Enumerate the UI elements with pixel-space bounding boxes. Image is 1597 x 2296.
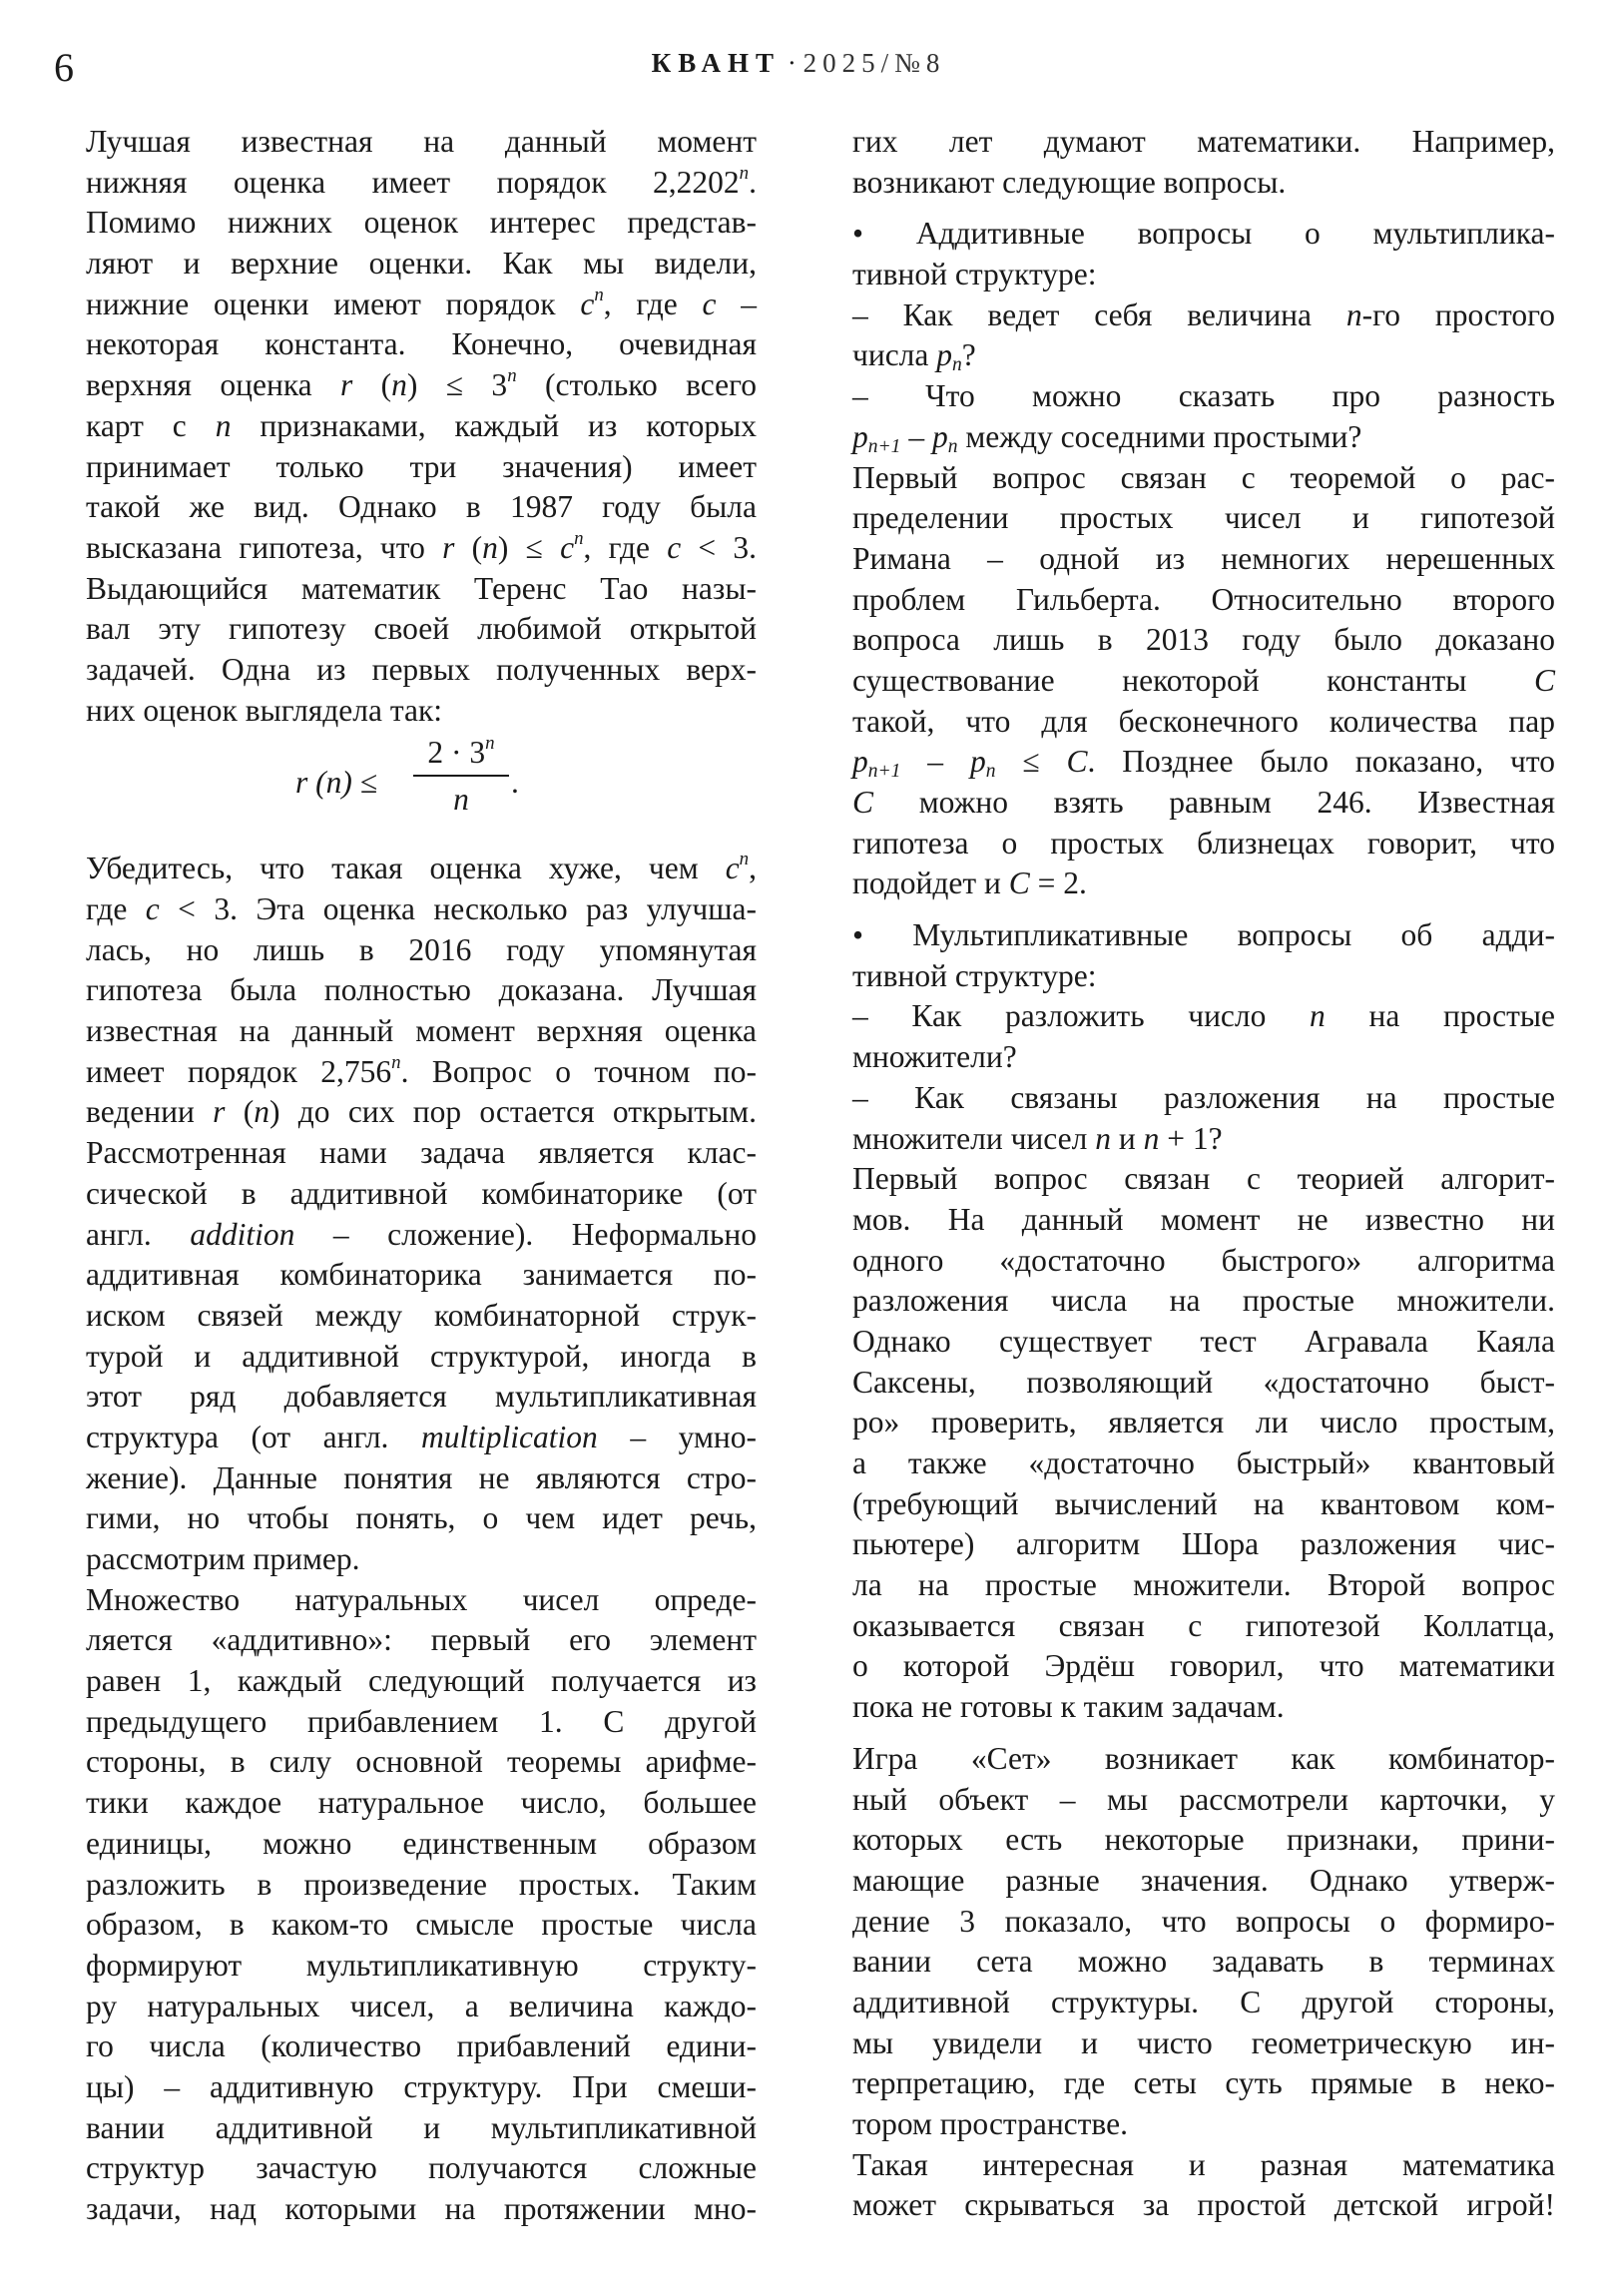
text-line: аддитивной структуры. С другой стороны,: [852, 1984, 1555, 2019]
text-line: Римана – одной из немногих нерешенных: [852, 540, 1555, 576]
text-line: единицы, можно единственным образом: [86, 1825, 757, 1861]
text-line: тивной структуре:: [852, 257, 1097, 292]
text-line: сической в аддитивной комбинаторике (от: [86, 1175, 757, 1211]
text-line: одного «достаточно быстрого» алгоритма: [852, 1242, 1555, 1278]
text-line: вопроса лишь в 2013 году было доказано: [852, 622, 1555, 658]
text-line: ла на простые множители. Второй вопрос: [852, 1567, 1555, 1603]
text-line: вании сета можно задавать в терминах: [852, 1944, 1555, 1980]
text-line: о которой Эрдёш говорил, что математики: [852, 1648, 1555, 1684]
text-line: (требующий вычислений на квантовом ком-: [852, 1485, 1555, 1521]
text-line: – Как связаны разложения на простые: [852, 1079, 1555, 1115]
text-line: турой и аддитивной структурой, иногда в: [86, 1338, 757, 1374]
issue-number: 2025/№8: [802, 48, 946, 78]
text-line: структура (от англ. multiplication – умно-: [86, 1419, 758, 1454]
text-line: рассмотрим пример.: [86, 1541, 360, 1576]
text-line: Однако существует тест Агравала Каяла: [852, 1323, 1555, 1359]
text-line: Первый вопрос связан с теорией алгорит-: [852, 1161, 1555, 1197]
text-line: структур зачастую получаются сложные: [86, 2150, 757, 2186]
text-line: C можно взять равным 246. Известная: [852, 785, 1555, 820]
text-line: цы) – аддитивную структуру. При смеши-: [86, 2068, 757, 2104]
formula-period: .: [511, 765, 519, 801]
text-line: высказана гипотеза, что r $(n) \le c^n$, где c < 3.: [86, 527, 758, 565]
text-line: дение 3 показало, что вопросы о формиро-: [852, 1903, 1555, 1939]
formula-denominator: [413, 777, 509, 823]
text-line: го числа (количество прибавлений едини-: [86, 2028, 757, 2064]
paragraph-gap: [852, 1728, 1555, 1739]
text-line: гих лет думают математики. Например,: [852, 124, 1555, 159]
text-line: принимает только три значения) имеет: [86, 448, 757, 484]
text-line: разложить в произведение простых. Таким: [86, 1866, 757, 1902]
text-line: этот ряд добавляется мультипликативная: [86, 1379, 757, 1415]
text-line: такой, что для бесконечного количества пар: [852, 703, 1555, 739]
text-line: нижняя оценка имеет порядок 2,2202$^n$.: [86, 162, 757, 200]
text-line: – Как ведет себя величина n-го простого: [852, 296, 1555, 332]
text-line: Первый вопрос связан с теоремой о рас-: [852, 459, 1555, 495]
text-line: аддитивная комбинаторика занимается по-: [86, 1257, 757, 1293]
paragraph-gap: [852, 203, 1555, 214]
text-line: – Как разложить число n на простые: [852, 998, 1555, 1034]
text-line: ляют и верхние оценки. Как мы видели,: [86, 246, 757, 282]
text-line: • Аддитивные вопросы о мультиплика-: [852, 216, 1555, 252]
text-line: мающие разные значения. Однако утверж-: [852, 1862, 1555, 1898]
magazine-title: КВАНТ: [651, 48, 782, 78]
text-line: имеет порядок 2,756$^n$. Вопрос о точном по-: [86, 1051, 757, 1089]
text-line: тором пространстве.: [852, 2106, 1128, 2141]
text-line: ный объект – мы рассмотрели карточки, у: [852, 1781, 1555, 1817]
text-line: возникают следующие вопросы.: [852, 164, 1287, 200]
text-line: задачи, над которыми на протяжении мно-: [86, 2191, 757, 2226]
text-line: • Мультипликативные вопросы об адди-: [852, 917, 1555, 953]
text-line: Множество натуральных чисел опреде-: [86, 1581, 757, 1617]
text-line: пока не готовы к таким задачам.: [852, 1689, 1285, 1725]
text-line: $p_{n+1} - p_n \le C$. Позднее было показано, что: [852, 744, 1555, 783]
text-line: карт с n признаками, каждый из которых: [86, 407, 758, 443]
text-line: ру натуральных чисел, а величина каждо-: [86, 1988, 757, 2023]
text-line: Такая интересная и разная математика: [852, 2146, 1555, 2182]
text-line: иском связей между комбинаторной струк-: [86, 1297, 757, 1333]
text-line: предыдущего прибавлением 1. С другой: [86, 1703, 757, 1739]
text-line: ро» проверить, является ли число простым,: [852, 1405, 1555, 1440]
text-line: верхняя оценка r $(n) \le 3^n$ (столько всего: [86, 364, 758, 403]
text-line: жение). Данные понятия не являются стро-: [86, 1459, 757, 1495]
text-line: множители?: [852, 1039, 1017, 1075]
text-line: нижние оценки имеют порядок $c^n$, где c –: [86, 284, 758, 321]
text-line: Помимо нижних оценок интерес представ-: [86, 205, 757, 241]
formula-denominator-value: n: [453, 782, 469, 818]
text-line: тивной структуре:: [852, 957, 1097, 993]
text-line: ведении r (n) до сих пор остается открытым.: [86, 1094, 757, 1130]
text-line: а также «достаточно быстрый» квантовый: [852, 1445, 1555, 1480]
text-line: Выдающийся математик Теренс Тао назы-: [86, 570, 757, 606]
text-line: англ. addition – сложение). Неформально: [86, 1216, 757, 1252]
text-line: них оценок выглядела так:: [86, 692, 443, 728]
text-line: вал эту гипотезу своей любимой открытой: [86, 611, 757, 647]
text-line: формируют мультипликативную структу-: [86, 1947, 757, 1983]
text-line: некоторая константа. Конечно, очевидная: [86, 326, 757, 362]
text-line: лась, но лишь в 2016 году упомянутая: [86, 931, 757, 967]
text-line: известная на данный момент верхняя оценка: [86, 1013, 757, 1049]
text-line: равен 1, каждый следующий получается из: [86, 1663, 757, 1699]
text-line: стороны, в силу основной теоремы арифме-: [86, 1744, 757, 1780]
text-line: существование некоторой константы C: [852, 662, 1555, 698]
text-line: – Что можно сказать про разность: [852, 378, 1555, 414]
text-line: Рассмотренная нами задача является клас-: [86, 1135, 757, 1171]
text-line: гипотеза о простых близнецах говорит, что: [852, 825, 1555, 861]
text-line: вании аддитивной и мультипликативной: [86, 2109, 757, 2145]
header-separator: ·: [787, 48, 797, 78]
formula-numerator-base: 2 · 3: [427, 735, 486, 771]
text-line: оказывается связан с гипотезой Коллатца,: [852, 1607, 1555, 1643]
text-line: мы увидели и чисто геометрическую ин-: [852, 2024, 1555, 2060]
text-line: Лучшая известная на данный момент: [86, 124, 757, 159]
text-line: такой же вид. Однако в 1987 году была: [86, 489, 757, 525]
text-line: $p_{n+1} - p_n$ между соседними простыми?: [852, 418, 1362, 457]
text-line: числа $p_n$?: [852, 337, 976, 376]
text-line: множители чисел n и n + 1?: [852, 1120, 1223, 1156]
page-number: 6: [54, 45, 74, 90]
paragraph-gap: [852, 904, 1555, 915]
text-line: задачей. Одна из первых полученных верх-: [86, 651, 757, 687]
formula-fraction: [413, 731, 509, 823]
text-line: подойдет и C = 2.: [852, 865, 1087, 901]
running-header: [0, 48, 1597, 79]
text-line: пределении простых чисел и гипотезой: [852, 500, 1555, 536]
formula-numerator: [413, 731, 509, 777]
text-line: Саксены, позволяющий «достаточно быст-: [852, 1364, 1555, 1400]
text-line: Игра «Сет» возникает как комбинатор-: [852, 1740, 1555, 1776]
text-line: которых есть некоторые признаки, прини-: [852, 1822, 1555, 1858]
text-line: гипотеза была полностью доказана. Лучшая: [86, 972, 757, 1008]
text-line: образом, в каком-то смысле простые числа: [86, 1907, 757, 1943]
formula-numerator-exponent: n: [485, 733, 495, 755]
text-line: гими, но чтобы понять, о чем идет речь,: [86, 1500, 757, 1536]
text-line: тики каждое натуральное число, большее: [86, 1785, 757, 1821]
text-line: ляется «аддитивно»: первый его элемент: [86, 1622, 757, 1658]
left-column: [86, 122, 757, 2230]
text-line: терпретацию, где сеты суть прямые в неко-: [852, 2065, 1555, 2101]
formula-lhs: r (n) ≤: [295, 765, 378, 801]
text-line: проблем Гильберта. Относительно второго: [852, 581, 1555, 617]
text-line: пьютере) алгоритм Шора разложения чис-: [852, 1526, 1555, 1562]
right-column: [852, 122, 1555, 2226]
formula-upper-bound: [86, 731, 757, 849]
text-line: где c < 3. Эта оценка несколько раз улучша-: [86, 891, 757, 926]
text-line: Убедитесь, что такая оценка хуже, чем $c^n$,: [86, 849, 757, 886]
text-line: разложения числа на простые множители.: [852, 1283, 1555, 1319]
text-line: может скрываться за простой детской игрой!: [852, 2187, 1555, 2223]
text-line: мов. На данный момент не известно ни: [852, 1201, 1555, 1237]
